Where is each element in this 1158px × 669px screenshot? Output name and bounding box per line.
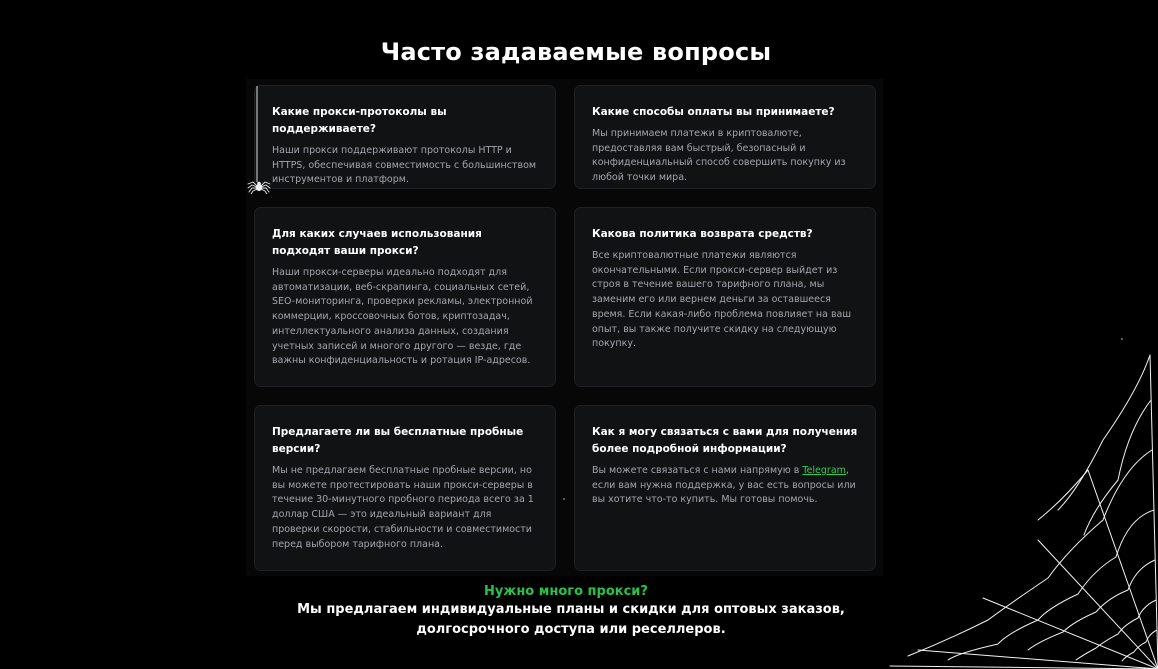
cta-heading: Нужно много прокси? (484, 584, 648, 599)
faq-card-contact (574, 405, 876, 571)
decorative-dot (1121, 338, 1123, 340)
faq-card-free-trial (254, 405, 556, 571)
faq-question[interactable]: Какие способы оплаты вы принимаете? (592, 106, 835, 118)
faq-card-use-cases (254, 207, 556, 387)
faq-question[interactable]: Для каких случаев использования подходят ваши прокси? (272, 228, 482, 257)
spider-icon (247, 178, 271, 194)
faq-answer (592, 464, 858, 508)
faq-answer: Наши прокси поддерживают протоколы HTTP и HTTPS, обеспечивая совместимость с большинством инструментов и платформ. (272, 145, 537, 186)
faq-question[interactable]: Предлагаете ли вы бесплатные пробные версии? (272, 426, 524, 455)
spider-thread (256, 86, 258, 182)
decorative-dot (563, 498, 565, 500)
cta-text: Мы предлагаем индивидуальные планы и скидки для оптовых заказов, долгосрочного доступа или реселлеров. (297, 602, 845, 637)
faq-question[interactable]: Какова политика возврата средств? (592, 228, 813, 240)
faq-answer: Мы не предлагаем бесплатные пробные версии, но вы можете протестировать наши прокси-серверы в течение 30-минутного пробного периода всего за 1 доллар США — это идеальный вариант для проверки скорости, стабильности и совместимости перед выбором тарифного плана. (272, 465, 534, 550)
faq-question[interactable]: Как я могу связаться с вами для получения более подробной информации? (592, 426, 858, 455)
faq-answer-text: , если вам нужна поддержка, у вас есть вопросы или вы хотите что-то купить. Мы готовы помочь. (592, 465, 856, 506)
faq-answer: Все криптовалютные платежи являются окончательными. Если прокси-сервер выйдет из строя в течение вашего тарифного плана, мы заменим его или вернем деньги за оставшееся время. Если какая-либо проблема повлияет на ваш опыт, вы также получите скидку на следующую покупку. (592, 250, 852, 350)
faq-card-protocols (254, 85, 556, 189)
faq-answer: Наши прокси-серверы идеально подходят для автоматизации, веб-скрапинга, социальных сетей, SEO-мониторинга, проверки рекламы, электронной коммерции, кроссовочных ботов, криптозадач, интеллектуального анализа данных, создания учетных записей и многого другого — везде, где важны конфиденциальность и ротация IP-адресов. (272, 267, 533, 367)
faq-question[interactable]: Какие прокси-протоколы вы поддерживаете? (272, 106, 447, 135)
faq-card-payment-methods (574, 85, 876, 189)
telegram-link[interactable]: Telegram (802, 465, 846, 476)
faq-answer: Мы принимаем платежи в криптовалюте, предоставляя вам быстрый, безопасный и конфиденциальный способ совершить покупку из любой точки мира. (592, 128, 846, 184)
faq-answer-text: Вы можете связаться с нами напрямую в (592, 465, 803, 476)
cobweb-icon (888, 350, 1158, 669)
faq-card-refund-policy (574, 207, 876, 387)
page-title: Часто задаваемые вопросы (380, 38, 772, 66)
